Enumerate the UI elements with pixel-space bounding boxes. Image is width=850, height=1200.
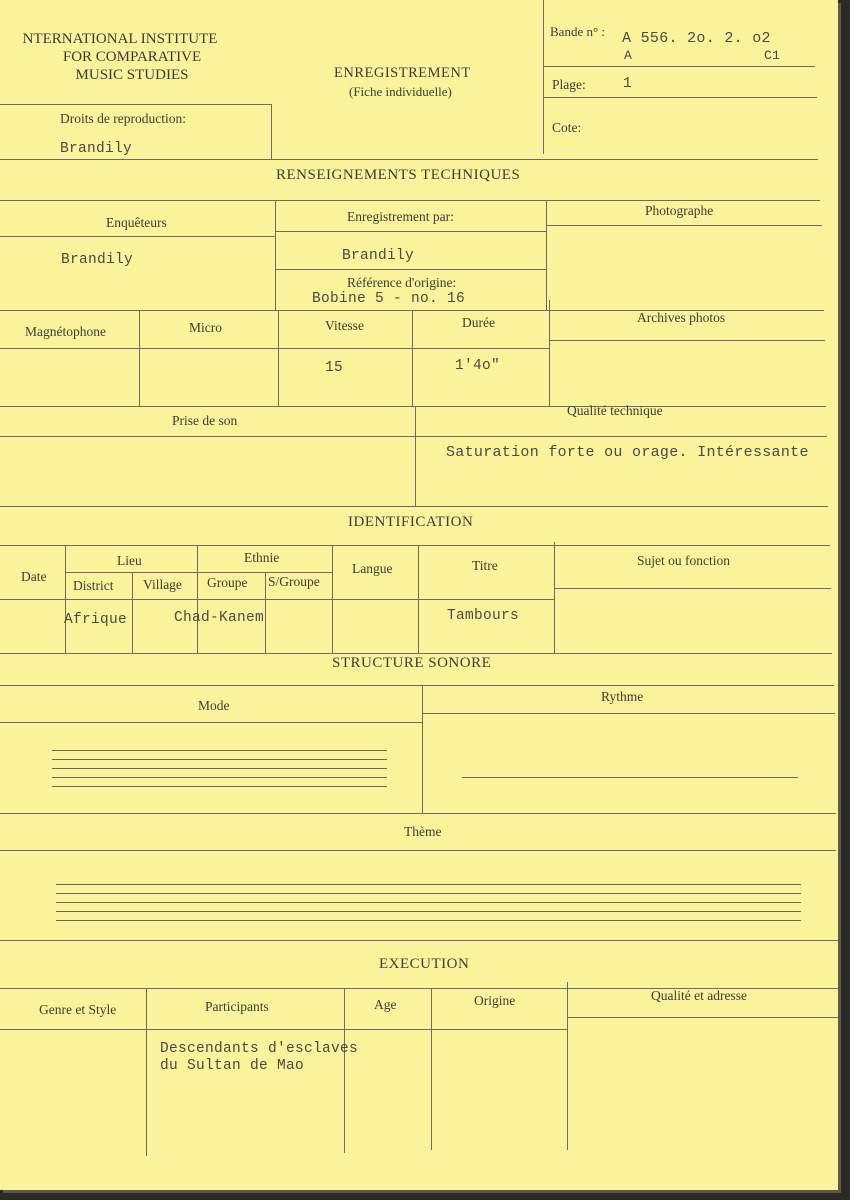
groupe-label: Groupe [207, 575, 248, 590]
theme-staff-line-2 [56, 893, 801, 894]
droits-right-line [271, 104, 272, 160]
district-value: Afrique [64, 612, 128, 628]
plage-line [543, 97, 817, 98]
rythme-line [422, 713, 835, 714]
enregistrement-value: Brandily [342, 248, 415, 264]
institute-name-line3: MUSIC STUDIES [75, 67, 189, 83]
institute-name-line2: FOR COMPARATIVE [62, 49, 202, 65]
qualite-adresse-line [567, 1017, 838, 1018]
enq-line [0, 236, 275, 237]
technique-bottom-line [0, 506, 828, 507]
mode-staff-line-3 [52, 768, 387, 769]
titre-value: Tambours [447, 608, 520, 624]
bande-value: A 556. 2o. 2. o2 [622, 30, 771, 47]
participants-value-line1: Descendants d'esclaves [160, 1041, 359, 1057]
ethnie-label: Ethnie [244, 550, 280, 565]
theme-staff-line-1 [56, 884, 801, 885]
enqueteurs-value: Brandily [61, 252, 134, 268]
origine-label: Origine [474, 993, 516, 1008]
col-line-f [549, 300, 550, 406]
id-col-district [132, 572, 133, 653]
duree-value: 1'4o" [455, 358, 501, 374]
photo-line [546, 225, 822, 226]
mode-label: Mode [198, 698, 230, 713]
droits-value: Brandily [60, 141, 133, 157]
date-label: Date [21, 569, 47, 584]
village-label: Village [143, 577, 182, 592]
sujet-label: Sujet ou fonction [637, 553, 730, 568]
mode-line [0, 722, 422, 723]
qualite-adresse-label: Qualité et adresse [651, 988, 747, 1003]
mode-staff-line-5 [52, 786, 387, 787]
qualite-technique-value: Saturation forte ou orage. Intéressante [446, 444, 809, 461]
col-line-b [546, 200, 547, 310]
col-line-c [139, 310, 140, 406]
prise-line [0, 436, 827, 437]
header-bottom-line [0, 159, 818, 160]
id-col-titre [554, 542, 555, 653]
rythme-staff-line [462, 777, 798, 778]
section-execution-title: EXECUTION [379, 956, 470, 972]
identification-top-line [0, 545, 830, 546]
lieu-ethnie-subline [65, 572, 332, 573]
exec-header-line [0, 1029, 567, 1030]
participants-label: Participants [205, 999, 269, 1014]
id-col-groupe [265, 572, 266, 653]
structure-top-line [0, 685, 834, 686]
structure-mid-line [0, 813, 836, 814]
enr-line [275, 231, 546, 232]
droits-top-line [0, 104, 271, 105]
qualite-technique-label: Qualité technique [567, 403, 663, 418]
prise-label: Prise de son [172, 413, 238, 428]
exec-col-genre [146, 988, 147, 1156]
reference-value: Bobine 5 - no. 16 [312, 291, 466, 307]
reference-label: Référence d'origine: [347, 275, 457, 290]
section-identification-title: IDENTIFICATION [348, 514, 474, 530]
enqueteurs-label: Enquêteurs [106, 215, 167, 230]
bande-line [543, 66, 815, 67]
mode-staff-line-4 [52, 777, 387, 778]
bande-value-2a: A [624, 48, 633, 63]
exec-col-age [431, 988, 432, 1150]
photographe-label: Photographe [645, 203, 714, 218]
rythme-label: Rythme [601, 689, 644, 704]
enregistrement-label: Enregistrement par: [347, 209, 454, 224]
plage-value: 1 [623, 76, 633, 92]
col-line-e [412, 310, 413, 406]
magnetophone-label: Magnétophone [25, 324, 106, 339]
form-title: ENREGISTREMENT [334, 65, 471, 81]
bande-value-2b: C1 [764, 48, 781, 63]
bande-label: Bande n° : [550, 24, 606, 39]
archives-label: Archives photos [637, 310, 726, 325]
age-label: Age [374, 997, 397, 1012]
exec-col-participants [344, 988, 345, 1153]
langue-label: Langue [352, 561, 393, 576]
technique-row4-line [0, 406, 826, 407]
reference-top-line [275, 269, 546, 270]
id-header-line [0, 599, 554, 600]
section-technique-title: RENSEIGNEMENTS TECHNIQUES [276, 167, 521, 183]
theme-staff-line-4 [56, 911, 801, 912]
sujet-line [554, 588, 831, 589]
mode-staff-line-1 [52, 750, 387, 751]
participants-value-line2: du Sultan de Mao [160, 1058, 305, 1074]
section-structure-title: STRUCTURE SONORE [332, 655, 492, 671]
plage-label: Plage: [552, 77, 586, 92]
col-line-a [275, 200, 276, 310]
technique-top-line [0, 200, 820, 201]
district-label: District [73, 578, 114, 593]
exec-col-origine [567, 982, 568, 1150]
identification-bottom-line [0, 653, 832, 654]
theme-line [0, 850, 836, 851]
col-line-g [415, 406, 416, 506]
theme-staff-line-3 [56, 902, 801, 903]
sgroupe-label: S/Groupe [268, 574, 320, 589]
structure-divider [422, 685, 423, 813]
theme-staff-line-5 [56, 920, 801, 921]
titre-label: Titre [472, 558, 498, 573]
duree-label: Durée [462, 315, 495, 330]
theme-label: Thème [404, 824, 442, 839]
vitesse-label: Vitesse [325, 318, 364, 333]
header-divider [543, 0, 544, 154]
cote-label: Cote: [552, 120, 582, 135]
micro-label: Micro [189, 320, 222, 335]
genre-label: Genre et Style [39, 1002, 117, 1017]
form-subtitle: (Fiche individuelle) [349, 84, 452, 99]
mode-staff-line-2 [52, 759, 387, 760]
vitesse-value: 15 [325, 360, 344, 376]
village-value: Chad-Kanem [174, 610, 265, 626]
archives-line [549, 340, 825, 341]
col-line-d [278, 310, 279, 406]
lieu-label: Lieu [117, 553, 142, 568]
tech-row3-line [0, 348, 549, 349]
institute-name-line1: NTERNATIONAL INSTITUTE [22, 31, 218, 47]
droits-label: Droits de reproduction: [60, 111, 186, 126]
structure-bottom-line [0, 940, 838, 941]
